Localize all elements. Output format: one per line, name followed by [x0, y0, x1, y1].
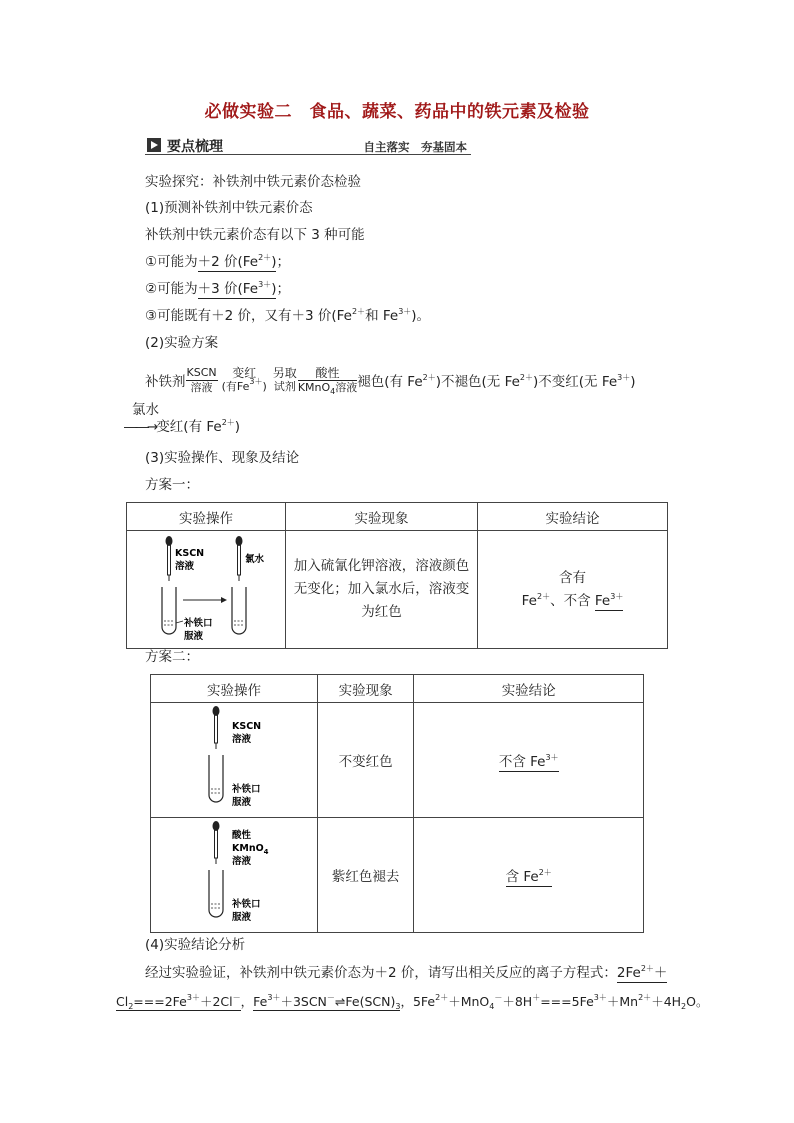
col-header-phen: 实验现象: [285, 503, 477, 531]
equations-line: $Cl_2===2Fe^{3+}+2Cl^-$，$Fe^{3+}+3SCN^-\rightleftharpoons Fe(SCN)_3$，$5Fe^{2+}+MnO_4^-+8H^+===5Fe^{3+}+Mn^{2+}+4H_2O$。: [116, 993, 709, 1011]
col-header-phen: 实验现象: [317, 675, 413, 703]
part1-heading: (1)预测补铁剂中铁元素价态: [145, 200, 313, 216]
option-2: ②可能为＋3 价$(Fe^{3+})$；: [145, 280, 290, 297]
table-plan1: [126, 502, 668, 649]
scheme-flow: 补铁剂 $\frac{\text{KSCN}}{\text{溶液}}$ 变红 (有$Fe^{3+}$) 另取 试剂 $\frac{\text{酸性}}{KMnO_4溶液}$ 褪色(有 $Fe^{2+}$) 不褪色(无 $Fe^{2+}$) 不变红(无 $Fe^{3+}$): [145, 365, 636, 396]
sample-label: 补铁口: [183, 617, 213, 629]
test-tube-diagram: [154, 703, 314, 813]
play-icon: [147, 138, 161, 152]
section-header: [145, 137, 471, 155]
part3-heading: (3)实验操作、现象及结论: [145, 450, 300, 466]
table-plan2: [150, 674, 644, 933]
col-header-op: 实验操作: [151, 675, 318, 703]
conclusion-cell: 不含 $Fe^{3+}$: [414, 703, 644, 818]
phenomenon-cell: 加入硫氰化钾溶液，溶液颜色 无变化；加入氯水后，溶液变 为红色: [285, 531, 477, 649]
intro-text: 实验探究：补铁剂中铁元素价态检验: [145, 174, 361, 190]
plan2-label: 方案二：: [145, 649, 199, 665]
chlorine-label: 氯水: [244, 553, 264, 565]
phenomenon-cell: 紫红色褪去: [317, 818, 413, 933]
conclusion-line-1: 经过实验验证，补铁剂中铁元素价态为＋2 价，请写出相关反应的离子方程式：$2Fe^{2+}+$: [145, 964, 668, 981]
scheme-flow-2: 氯水 ――→变红(有 $Fe^{2+}$): [124, 402, 241, 435]
conclusion-cell: 含有 $Fe^{2+}$、不含 $Fe^{3+}$: [477, 531, 667, 649]
sample-label-2: 服液: [231, 797, 251, 808]
test-tube-diagram: [154, 818, 314, 928]
sample-label: 补铁口: [231, 899, 261, 910]
acid-label: 酸性: [231, 830, 251, 841]
option-3: ③可能既有＋2 价，又有＋3 价($Fe^{2+}$和 $Fe^{3+}$)。: [145, 307, 431, 324]
kscn-label: KSCN: [174, 547, 205, 559]
operation-diagram: [127, 531, 286, 649]
operation-diagram: [151, 703, 318, 818]
kscn-label-2: 溶液: [231, 734, 251, 745]
kscn-label: KSCN: [231, 721, 262, 732]
solution-label: 溶液: [231, 856, 251, 867]
col-header-op: 实验操作: [127, 503, 286, 531]
sample-label-2: 服液: [183, 630, 203, 642]
plan1-label: 方案一：: [145, 477, 199, 493]
operation-diagram: [151, 818, 318, 933]
phenomenon-cell: 不变红色: [317, 703, 413, 818]
part4-heading: (4)实验结论分析: [145, 937, 246, 953]
kmno4-label: KMnO$_4$: [231, 843, 269, 856]
option-1: ①可能为＋2 价$(Fe^{2+})$；: [145, 253, 290, 270]
section-heading: 要点梳理: [167, 139, 223, 155]
part2-heading: (2)实验方案: [145, 335, 219, 351]
conclusion-cell: 含 $Fe^{2+}$: [414, 818, 644, 933]
answer-blank: ＋3 价$(Fe^{3+})$: [197, 280, 277, 297]
page-title: 必做实验二 食品、蔬菜、药品中的铁元素及检验: [204, 102, 590, 122]
sample-label: 补铁口: [231, 784, 261, 795]
kscn-label-2: 溶液: [174, 560, 194, 572]
col-header-conc: 实验结论: [477, 503, 667, 531]
part1-line: 补铁剂中铁元素价态有以下 3 种可能: [145, 227, 365, 243]
col-header-conc: 实验结论: [414, 675, 644, 703]
answer-blank: ＋2 价$(Fe^{2+})$: [197, 253, 277, 270]
section-subheading: 自主落实 夯基固本: [363, 140, 467, 154]
sample-label-2: 服液: [231, 912, 251, 923]
test-tube-diagram: [131, 532, 281, 644]
